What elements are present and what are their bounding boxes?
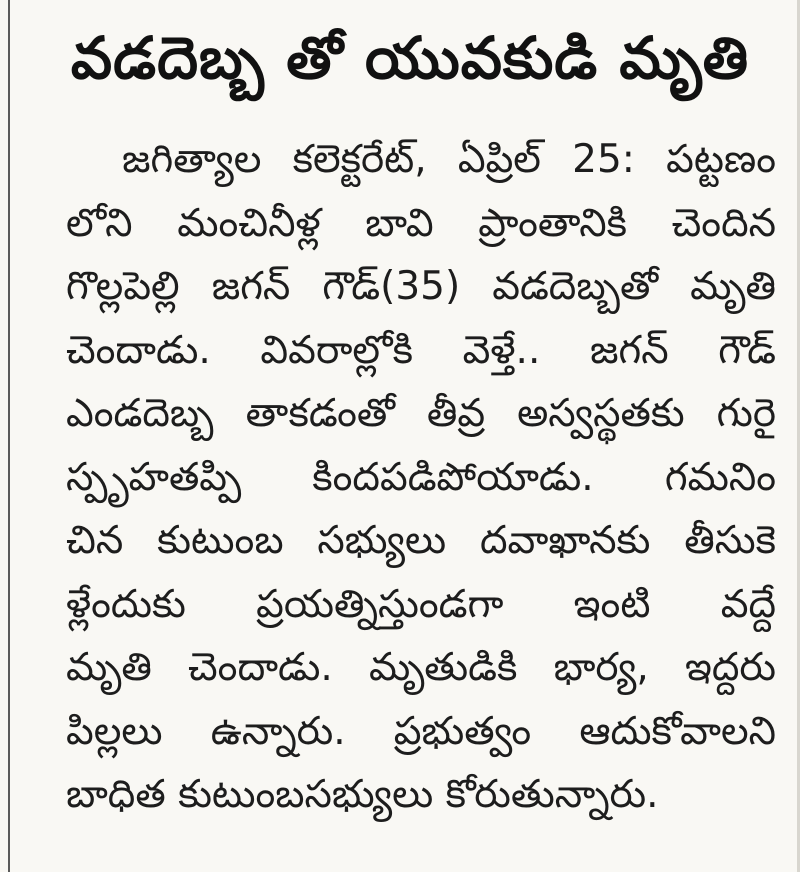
article-line: పిల్లలు ఉన్నారు. ప్రభుత్వం ఆదుకోవాలని <box>66 708 776 754</box>
article-line: జగిత్యాల కలెక్టరేట్, ఏప్రిల్ 25: పట్టణం <box>122 137 776 182</box>
article-line: బాధిత కుటుంబసభ్యులు కోరుతున్నారు. <box>66 772 659 817</box>
article-line: ళ్లేందుకు ప్రయత్నిస్తుండగా ఇంటి వద్దే <box>66 581 776 627</box>
article-line: లోని మంచినీళ్ల బావి ప్రాంతానికి చెందిన <box>66 200 776 246</box>
article-body <box>66 128 776 827</box>
article-headline: వడదెబ్బ తో యువకుడి మృతి <box>70 23 750 92</box>
column-divider <box>8 0 10 872</box>
article-line: గొల్లపెల్లి జగన్ గౌడ్(35) వడదెబ్బతో మృతి <box>66 264 776 309</box>
article-line: చెందాడు. వివరాల్లోకి వెళ్తే.. జగన్ గౌడ్ <box>66 327 776 373</box>
article-line: మృతి చెందాడు. మృతుడికి భార్య, ఇద్దరు <box>66 645 776 690</box>
article-line: చిన కుటుంబ సభ్యులు దవాఖానకు తీసుకె <box>66 518 776 563</box>
article-line: ఎండదెబ్బ తాకడంతో తీవ్ర అస్వస్థతకు గురై <box>66 391 776 436</box>
article-line: స్పృహతప్పి కిందపడిపోయాడు. గమనిం <box>66 454 776 500</box>
